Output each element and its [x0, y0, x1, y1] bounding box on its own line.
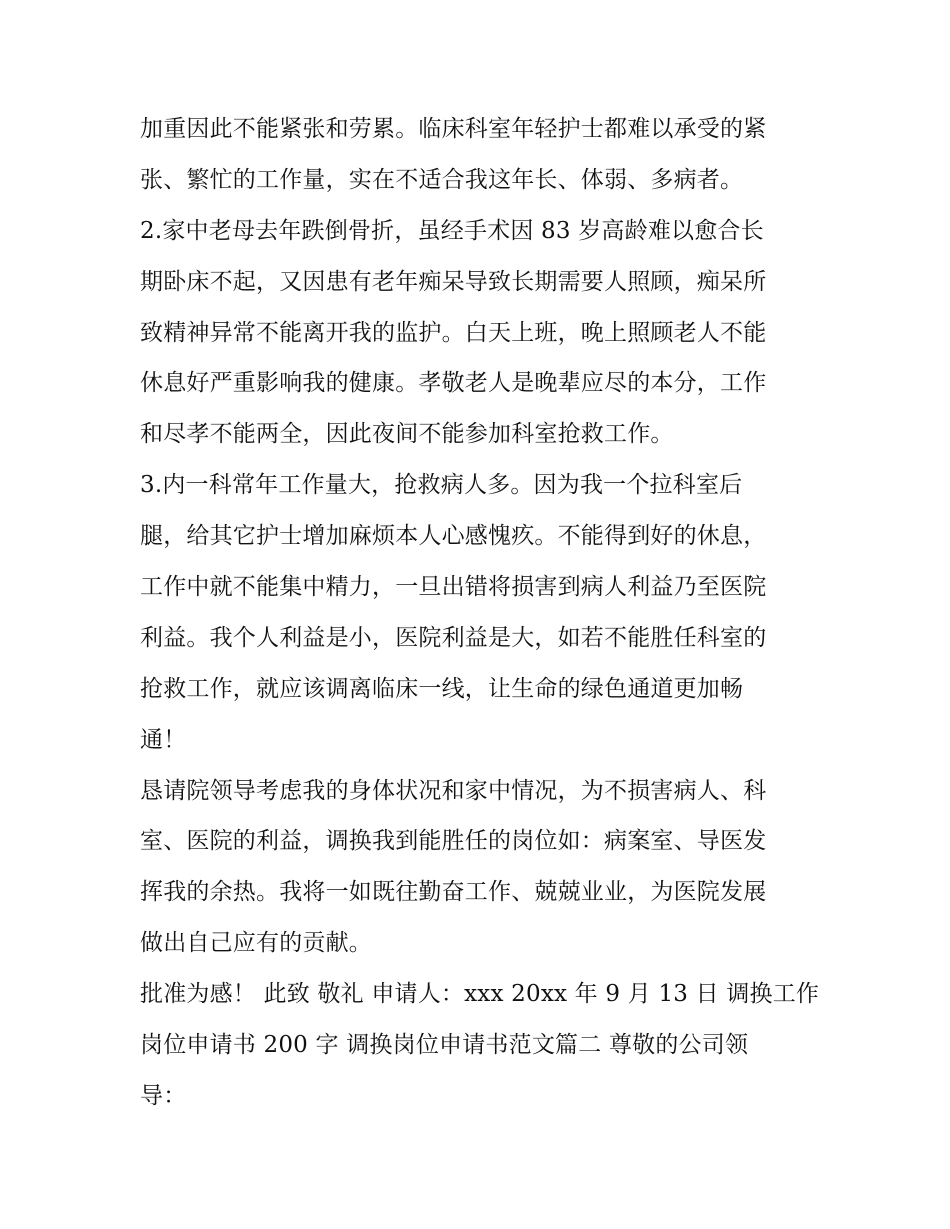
text-line: 工作中就不能集中精力，一旦出错将损害到病人利益乃至医院	[140, 574, 767, 601]
text-line: 加重因此不能紧张和劳累。临床科室年轻护士都难以承受的紧	[140, 116, 767, 142]
text-line: 3.内一科常年工作量大，抢救病人多。因为我一个拉科室后	[140, 472, 743, 499]
text-line: 挥我的余热。我将一如既往勤奋工作、兢兢业业，为医院发展	[140, 879, 767, 906]
text-line: 致精神异常不能离开我的监护。白天上班，晚上照顾老人不能	[140, 319, 767, 346]
text-line: 做出自己应有的贡献。	[140, 930, 372, 957]
text-line: 张、繁忙的工作量，实在不适合我这年长、体弱、多病者。	[140, 166, 744, 193]
document-body	[140, 104, 820, 1122]
text-line: 批准为感！ 此致 敬礼 申请人：xxx 20xx 年 9 月 13 日 调换工作	[140, 981, 820, 1008]
text-line: 期卧床不起，又因患有老年痴呆导致长期需要人照顾，痴呆所	[140, 268, 767, 295]
text-line: 室、医院的利益，调换我到能胜任的岗位如：病案室、导医发	[140, 828, 767, 855]
text-line: 利益。我个人利益是小，医院利益是大，如若不能胜任科室的	[140, 624, 767, 651]
text-line: 抢救工作，就应该调离临床一线，让生命的绿色通道更加畅	[140, 675, 744, 702]
text-line: 通！	[140, 726, 187, 753]
text-line: 2.家中老母去年跌倒骨折，虽经手术因 83 岁高龄难以愈合长	[140, 217, 764, 244]
text-line: 休息好严重影响我的健康。孝敬老人是晚辈应尽的本分，工作	[140, 370, 767, 397]
text-line: 岗位申请书 200 字 调换岗位申请书范文篇二 尊敬的公司领	[140, 1032, 749, 1059]
text-line: 和尽孝不能两全，因此夜间不能参加科室抢救工作。	[140, 421, 674, 448]
text-line: 腿，给其它护士增加麻烦本人心感愧疚。不能得到好的休息，	[140, 523, 767, 550]
text-line: 导：	[140, 1082, 187, 1109]
text-line: 恳请院领导考虑我的身体状况和家中情况，为不损害病人、科	[140, 777, 767, 804]
